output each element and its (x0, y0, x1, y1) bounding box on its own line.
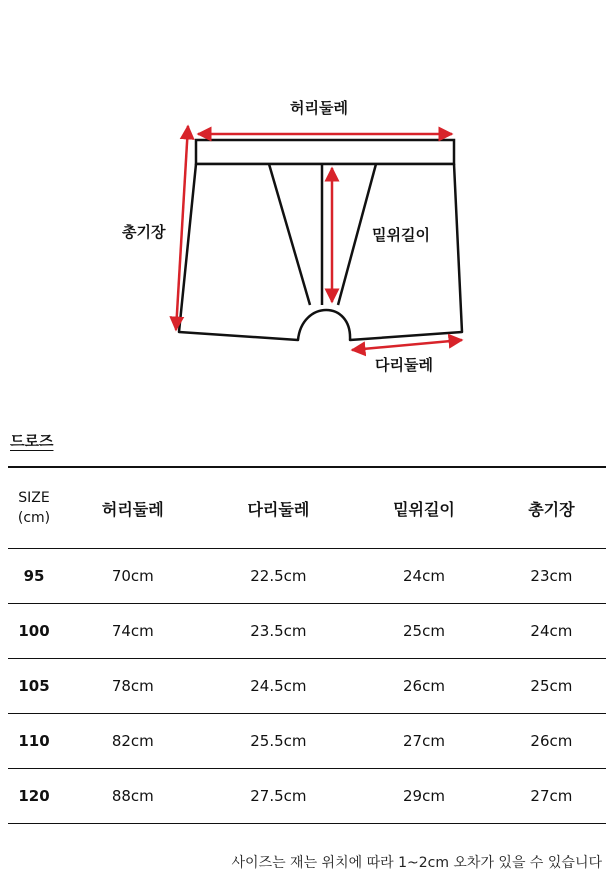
total-length-cell: 24cm (497, 604, 606, 659)
table-header-row (8, 467, 606, 549)
size-cell: 110 (8, 714, 60, 769)
size-cell: 120 (8, 769, 60, 824)
rise-cell: 27cm (351, 714, 497, 769)
section-title: 드로즈 (10, 432, 54, 450)
waist-label: 허리둘레 (290, 99, 348, 117)
size-table (8, 466, 606, 824)
total-length-cell: 23cm (497, 549, 606, 604)
size-cell: 105 (8, 659, 60, 714)
waistband-outline (196, 140, 454, 164)
leg-opening-cell: 25.5cm (206, 714, 352, 769)
total-length-label: 총기장 (122, 223, 166, 241)
waist-cell: 82cm (60, 714, 206, 769)
table-row (8, 769, 606, 824)
rise-cell: 24cm (351, 549, 497, 604)
waist-cell: 74cm (60, 604, 206, 659)
table-row (8, 714, 606, 769)
measurement-note: 사이즈는 재는 위치에 따라 1~2cm 오차가 있을 수 있습니다 (231, 855, 602, 871)
table-row (8, 549, 606, 604)
header-size (8, 467, 60, 549)
leg-opening-arrow (352, 340, 462, 350)
size-diagram (0, 0, 610, 400)
leg-opening-cell: 27.5cm (206, 769, 352, 824)
header-leg-opening: 다리둘레 (206, 467, 352, 549)
body-outline (179, 164, 462, 340)
header-size-line2: (cm) (17, 510, 51, 526)
header-total-length: 총기장 (497, 467, 606, 549)
table-row (8, 604, 606, 659)
table-row (8, 659, 606, 714)
leg-opening-cell: 24.5cm (206, 659, 352, 714)
rise-cell: 25cm (351, 604, 497, 659)
header-size-line1: SIZE (18, 490, 50, 506)
waist-cell: 78cm (60, 659, 206, 714)
total-length-cell: 26cm (497, 714, 606, 769)
size-cell: 95 (8, 549, 60, 604)
leg-opening-label: 다리둘레 (375, 356, 433, 374)
total-length-cell: 27cm (497, 769, 606, 824)
leg-opening-cell: 22.5cm (206, 549, 352, 604)
size-cell: 100 (8, 604, 60, 659)
leg-opening-cell: 23.5cm (206, 604, 352, 659)
total-length-cell: 25cm (497, 659, 606, 714)
rise-cell: 26cm (351, 659, 497, 714)
waist-cell: 70cm (60, 549, 206, 604)
waist-cell: 88cm (60, 769, 206, 824)
rise-cell: 29cm (351, 769, 497, 824)
header-waist: 허리둘레 (60, 467, 206, 549)
header-rise: 밑위길이 (351, 467, 497, 549)
rise-label: 밑위길이 (372, 226, 430, 244)
drawers-illustration (0, 0, 610, 400)
